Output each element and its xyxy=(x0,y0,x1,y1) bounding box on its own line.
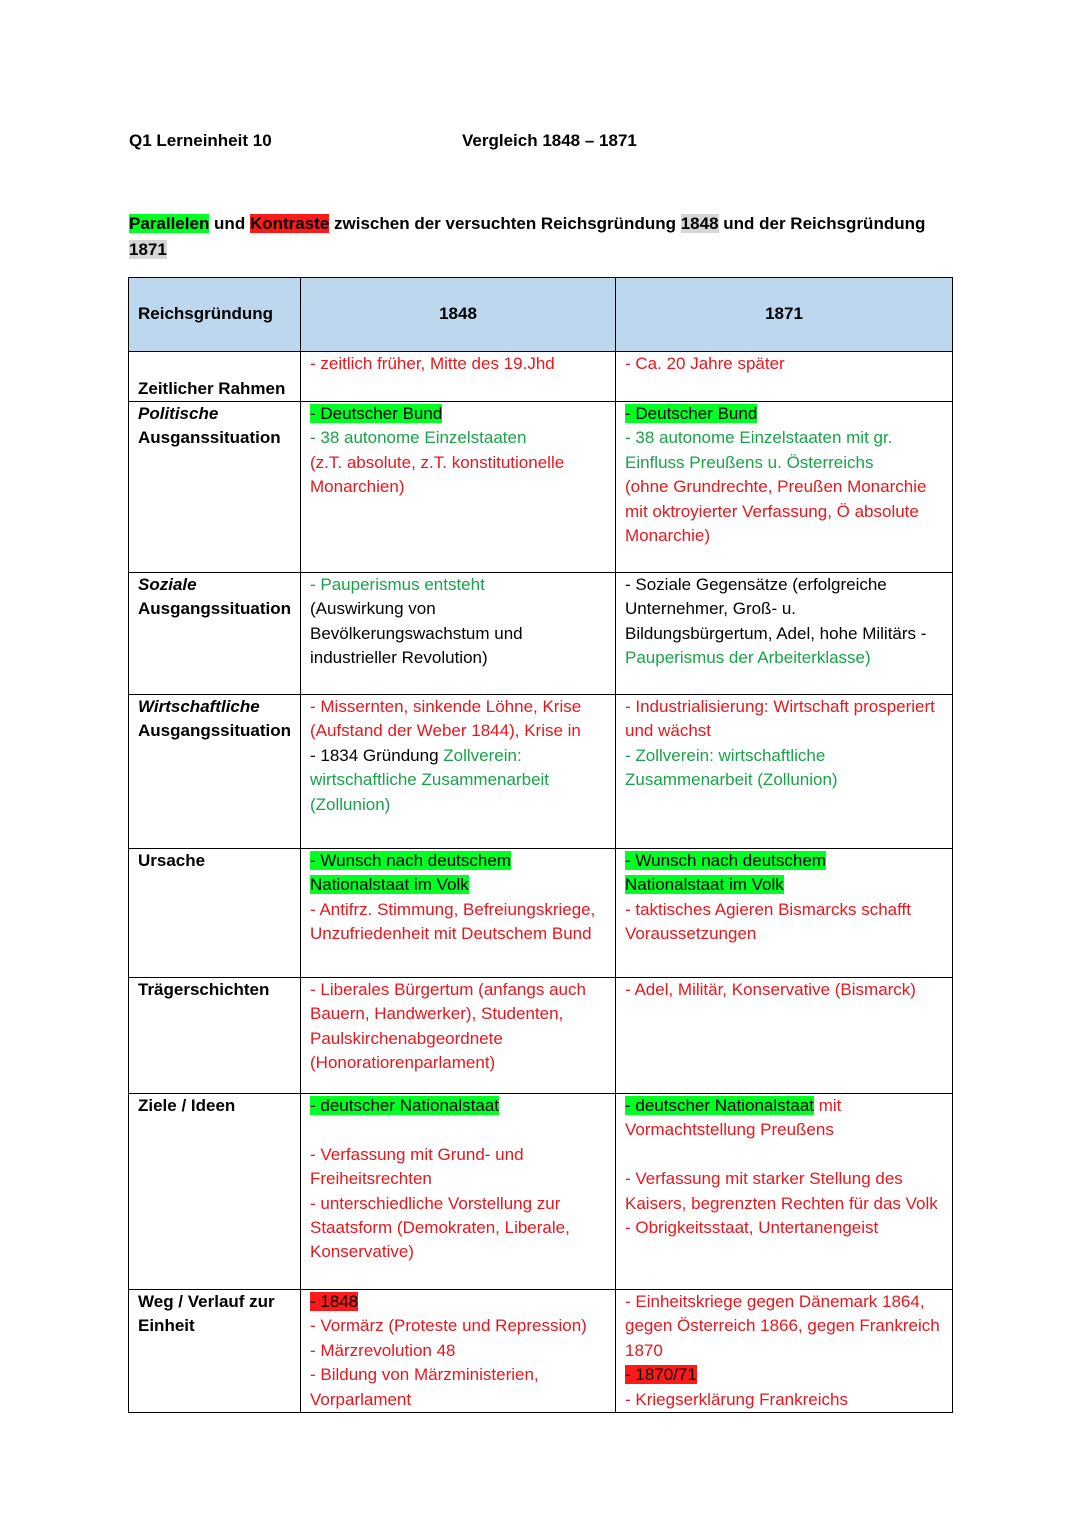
document-subtitle: Vergleich 1848 – 1871 xyxy=(462,131,637,150)
cell-text: - 38 autonome Einzelstaaten mit gr. Einfluss Preußens u. Österreichs xyxy=(625,428,893,472)
cell-text: (Auswirkung von Bevölkerungswachstum und industrieller Revolution) xyxy=(310,599,523,668)
row-label: Zeitlicher Rahmen xyxy=(129,352,301,402)
cell-text-highlight: - deutscher Nationalstaat xyxy=(625,1096,814,1115)
cell-1871 xyxy=(616,695,953,849)
cell-1871 xyxy=(616,573,953,695)
cell-text: mit Vormachtstellung Preußens xyxy=(625,1096,842,1140)
row-weg-verlauf xyxy=(129,1290,953,1413)
cell-text: - Verfassung mit starker Stellung des Kaisers, begrenzten Rechten für das Volk xyxy=(625,1169,938,1213)
row-ziele-ideen xyxy=(129,1094,953,1290)
cell-1871 xyxy=(616,1094,953,1290)
row-label xyxy=(129,695,301,849)
row-label: Ursache xyxy=(129,849,301,978)
cell-text: - Verfassung mit Grund- und Freiheitsrechten xyxy=(310,1144,524,1189)
cell-text: Zollverein: wirtschaftliche Zusammenarbeit (Zollunion) xyxy=(310,745,550,814)
comparison-table xyxy=(128,277,953,1413)
row-zeitlicher-rahmen xyxy=(129,352,953,402)
cell-text-highlight: - Wunsch nach deutschem xyxy=(625,851,826,870)
row-label-part: Wirtschaftliche xyxy=(138,697,260,716)
cell-text: - Adel, Militär, Konservative (Bismarck) xyxy=(625,980,916,999)
cell-1848 xyxy=(301,1094,616,1290)
row-wirtschaftliche-ausgangssituation xyxy=(129,695,953,849)
cell-1848 xyxy=(301,1290,616,1413)
intro-text-3: und der Reichsgründung xyxy=(718,214,926,233)
cell-text-highlight: Nationalstaat im Volk xyxy=(310,875,469,895)
cell-text: - Einheitskriege gegen Dänemark 1864, gegen Österreich 1866, gegen Frankreich 1870 xyxy=(625,1292,940,1360)
cell-1871 xyxy=(616,352,953,402)
cell-text: - Märzrevolution 48 xyxy=(310,1340,456,1360)
cell-text: Pauperismus der Arbeiterklasse) xyxy=(625,648,871,668)
row-traegerschichten xyxy=(129,978,953,1094)
cell-1871 xyxy=(616,1290,953,1413)
cell-text: - Antifrz. Stimmung, Befreiungskriege, Unzufriedenheit mit Deutschem Bund xyxy=(310,899,596,944)
row-ursache xyxy=(129,849,953,978)
cell-text: - Kriegserklärung Frankreichs xyxy=(625,1389,848,1409)
header-1848: 1848 xyxy=(301,278,616,352)
intro-heading xyxy=(129,211,959,263)
cell-text: - Liberales Bürgertum (anfangs auch Bauern, Handwerker), Studenten, Paulskirchenabgeordnete (Honoratiorenparlament) xyxy=(310,980,586,1073)
cell-text-highlight: - Deutscher Bund xyxy=(310,404,443,423)
cell-1848 xyxy=(301,352,616,402)
cell-text: - Ca. 20 Jahre später xyxy=(625,354,785,373)
cell-1871 xyxy=(616,849,953,978)
cell-text: - unterschiedliche Vorstellung zur Staatsform (Demokraten, Liberale, Konservative) xyxy=(310,1193,570,1262)
cell-text: - Missernten, sinkende Löhne, Krise (Aufstand der Weber 1844), Krise in xyxy=(310,697,582,741)
row-label xyxy=(129,402,301,573)
row-label-part: Soziale xyxy=(138,575,197,594)
cell-text-highlight: - 1848 xyxy=(310,1292,359,1311)
cell-text: (ohne Grundrechte, Preußen Monarchie mit oktroyierter Verfassung, Ö absolute Monarchie) xyxy=(625,477,927,546)
intro-kontraste: Kontraste xyxy=(249,214,330,233)
header-reichsgruendung: Reichsgründung xyxy=(129,278,301,352)
table-header-row xyxy=(129,278,953,352)
intro-year-1871: 1871 xyxy=(129,240,167,259)
row-label xyxy=(129,573,301,695)
cell-text-highlight: - 1870/71 xyxy=(625,1365,697,1385)
cell-text: - Vormärz (Proteste und Repression) xyxy=(310,1316,587,1336)
cell-text: - Zollverein: wirtschaftliche Zusammenarbeit (Zollunion) xyxy=(625,745,838,790)
row-label: Weg / Verlauf zur Einheit xyxy=(129,1290,301,1413)
row-label-part: Ausgangssituation xyxy=(138,721,292,741)
cell-1871 xyxy=(616,978,953,1094)
cell-1848 xyxy=(301,978,616,1094)
cell-text: - Bildung von Märzministerien, Vorparlament xyxy=(310,1365,539,1409)
cell-text: - Pauperismus entsteht xyxy=(310,575,485,594)
cell-text: - 38 autonome Einzelstaaten xyxy=(310,428,527,448)
intro-text-1: und xyxy=(209,214,250,233)
intro-year-1848: 1848 xyxy=(680,214,719,233)
cell-text: - zeitlich früher, Mitte des 19.Jhd xyxy=(310,354,555,373)
cell-text-highlight: Nationalstaat im Volk xyxy=(625,875,784,895)
cell-text-highlight: - Deutscher Bund xyxy=(625,404,758,423)
intro-text-2: zwischen der versuchten Reichsgründung xyxy=(329,214,681,233)
cell-1871 xyxy=(616,402,953,573)
cell-text: (z.T. absolute, z.T. konstitutionelle Monarchien) xyxy=(310,452,565,497)
cell-text: - Obrigkeitsstaat, Untertanengeist xyxy=(625,1218,879,1238)
row-label: Trägerschichten xyxy=(129,978,301,1094)
cell-text-highlight: - Wunsch nach deutschem xyxy=(310,851,511,870)
row-politische-ausgangssituation xyxy=(129,402,953,573)
cell-1848 xyxy=(301,402,616,573)
cell-1848 xyxy=(301,695,616,849)
cell-1848 xyxy=(301,849,616,978)
intro-parallelen: Parallelen xyxy=(129,214,210,233)
cell-text: - 1834 Gründung xyxy=(310,745,444,765)
row-label: Ziele / Ideen xyxy=(129,1094,301,1290)
document-title: Q1 Lerneinheit 10 xyxy=(129,131,272,150)
cell-1848 xyxy=(301,573,616,695)
cell-text-highlight: - deutscher Nationalstaat xyxy=(310,1096,499,1115)
row-label-part: Ausgangssituation xyxy=(138,599,292,619)
row-soziale-ausgangssituation xyxy=(129,573,953,695)
cell-text: - Industrialisierung: Wirtschaft prosperiert und wächst xyxy=(625,697,935,741)
cell-text: - taktisches Agieren Bismarcks schafft Voraussetzungen xyxy=(625,899,911,944)
row-label-part: Politische xyxy=(138,404,219,423)
row-label-part: Ausganssituation xyxy=(138,428,281,448)
cell-text: - Soziale Gegensätze (erfolgreiche Unternehmer, Groß- u. Bildungsbürgertum, Adel, hohe Militärs - xyxy=(625,575,927,643)
header-1871: 1871 xyxy=(616,278,953,352)
